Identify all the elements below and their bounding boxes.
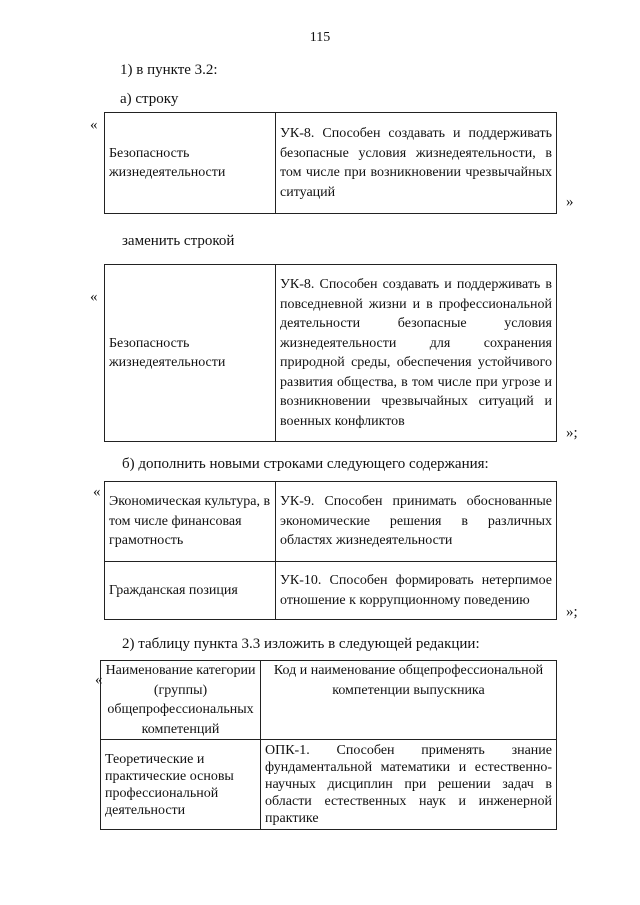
table-4-header-row: [101, 661, 557, 740]
table-3-row: [105, 482, 557, 562]
point-1-heading: 1) в пункте 3.2:: [120, 62, 218, 78]
open-quote-4: «: [95, 672, 103, 688]
table-4-row-category: Теоретические и практические основы профессиональной деятельности: [101, 740, 261, 830]
point-2-heading: 2) таблицу пункта 3.3 изложить в следующей редакции:: [122, 636, 480, 652]
table-4-row-competence: ОПК-1. Способен применять знание фундаментальной математики и естественно-научных дисциплин при решении задач в области естественных наук и инженерной практике: [261, 740, 557, 830]
page-number: 115: [309, 30, 331, 45]
table-4-header-competence: Код и наименование общепрофессиональной компетенции выпускника: [261, 661, 557, 740]
table-2-category-cell: Безопасность жизнедеятельности: [105, 265, 276, 442]
table-2-competence-cell: УК-8. Способен создавать и поддерживать в повседневной жизни и в профессиональной деятельности безопасные условия жизнедеятельности для сохранения природной среды, обеспечения устойчивого развития общества, в том числе при угрозе и возникновении чрезвычайных ситуаций и военных конфликтов: [276, 265, 557, 442]
open-quote-2: «: [90, 289, 98, 305]
close-quote-2: »;: [566, 425, 578, 441]
table-4: [100, 660, 557, 830]
table-3-row-2-competence: УК-10. Способен формировать нетерпимое отношение к коррупционному поведению: [276, 562, 557, 620]
close-quote-3: »;: [566, 604, 578, 620]
table-4-header-category: Наименование категории (группы) общепрофессиональных компетенций: [101, 661, 261, 740]
point-a-heading: а) строку: [120, 91, 179, 107]
point-b-heading: б) дополнить новыми строками следующего содержания:: [122, 456, 489, 472]
table-3-row-2-category: Гражданская позиция: [105, 562, 276, 620]
table-1-category-cell: Безопасность жизнедеятельности: [105, 113, 276, 214]
open-quote-3: «: [93, 484, 101, 500]
table-1-competence-cell: УК-8. Способен создавать и поддерживать безопасные условия жизнедеятельности, в том числе при возникновении чрезвычайных ситуаций: [276, 113, 557, 214]
table-3-row: [105, 562, 557, 620]
table-3-row-1-category: Экономическая культура, в том числе финансовая грамотность: [105, 482, 276, 562]
table-3-row-1-competence: УК-9. Способен принимать обоснованные экономические решения в различных областях жизнедеятельности: [276, 482, 557, 562]
replace-with-text: заменить строкой: [122, 233, 235, 249]
table-1: [104, 112, 557, 214]
table-2: [104, 264, 557, 442]
open-quote-1: «: [90, 117, 98, 133]
table-3: [104, 481, 557, 620]
table-4-row: [101, 740, 557, 830]
close-quote-1: »: [566, 194, 574, 210]
